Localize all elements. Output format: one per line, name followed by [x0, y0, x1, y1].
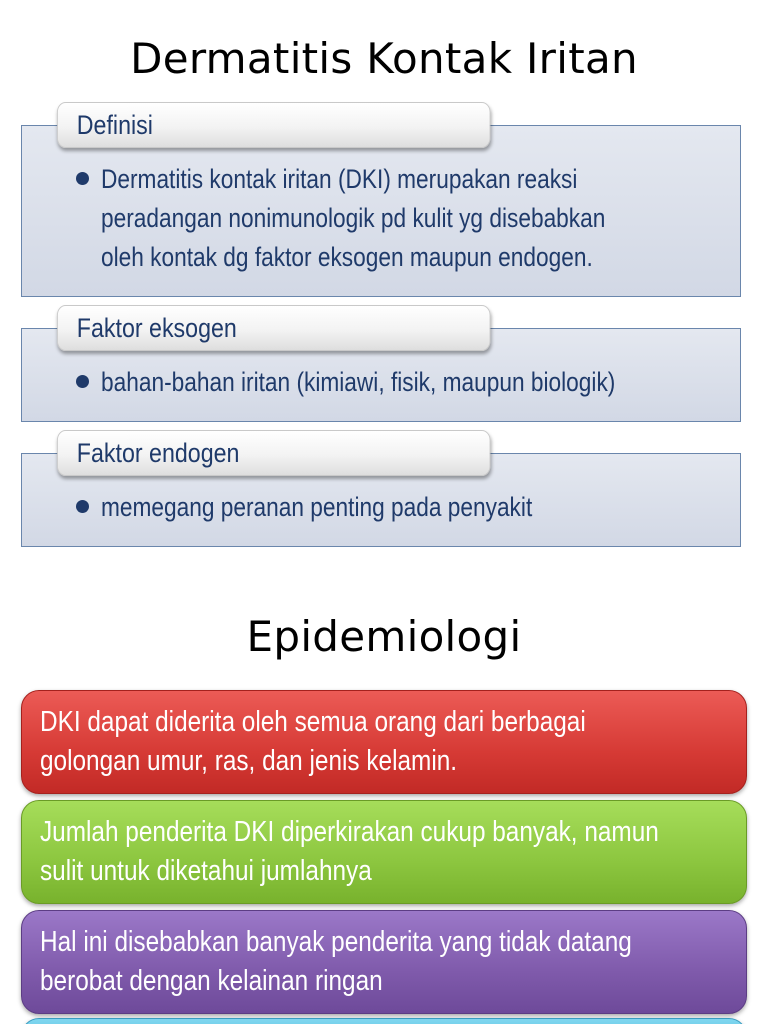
epidemiology-item-2-line-1: Jumlah penderita DKI diperkirakan cukup banyak, namun: [40, 816, 659, 848]
exogenous-line-1: bahan-bahan iritan (kimiawi, fisik, maupun biologik): [101, 367, 616, 397]
epidemiology-item-3-text: [40, 923, 729, 1001]
bullet-icon: [76, 172, 89, 185]
epidemiology-item-2-line-2: sulit untuk diketahui jumlahnya: [40, 855, 372, 887]
epidemiology-item-1-line-1: DKI dapat diderita oleh semua orang dari berbagai: [40, 706, 586, 738]
endogenous-header: [57, 430, 490, 476]
definition-line-2: peradangan nonimunologik pd kulit yg disebabkan: [101, 203, 606, 233]
epidemiology-item-3-line-2: berobat dengan kelainan ringan: [40, 965, 383, 997]
bullet-icon: [76, 500, 89, 513]
epidemiology-item-2-text: [40, 813, 729, 891]
endogenous-header-label: Faktor endogen: [76, 438, 240, 468]
bullet-icon: [76, 375, 89, 388]
epidemiology-item-2: [21, 800, 747, 904]
exogenous-header: [57, 305, 490, 351]
epidemiology-item-4: [21, 1018, 747, 1024]
epidemiology-item-3: [21, 910, 747, 1014]
endogenous-text: [101, 488, 714, 527]
endogenous-line-1: memegang peranan penting pada penyakit: [101, 492, 533, 522]
epidemiology-item-1-line-2: golongan umur, ras, dan jenis kelamin.: [40, 745, 458, 777]
exogenous-header-label: Faktor eksogen: [76, 313, 237, 343]
page-title: Dermatitis Kontak Iritan: [130, 34, 638, 83]
epidemiology-item-1: [21, 690, 747, 794]
definition-text: [101, 160, 714, 277]
definition-header: [57, 102, 490, 148]
definition-line-1: Dermatitis kontak iritan (DKI) merupakan reaksi: [101, 164, 578, 194]
epidemiology-item-1-text: [40, 703, 729, 781]
exogenous-text: [101, 363, 714, 402]
definition-header-label: Definisi: [76, 110, 153, 140]
definition-bullet: [76, 160, 726, 277]
epidemiology-title: Epidemiologi: [246, 612, 522, 661]
definition-line-3: oleh kontak dg faktor eksogen maupun endogen.: [101, 242, 593, 272]
endogenous-bullet: [76, 488, 726, 527]
epidemiology-item-3-line-1: Hal ini disebabkan banyak penderita yang tidak datang: [40, 926, 632, 958]
exogenous-bullet: [76, 363, 726, 402]
